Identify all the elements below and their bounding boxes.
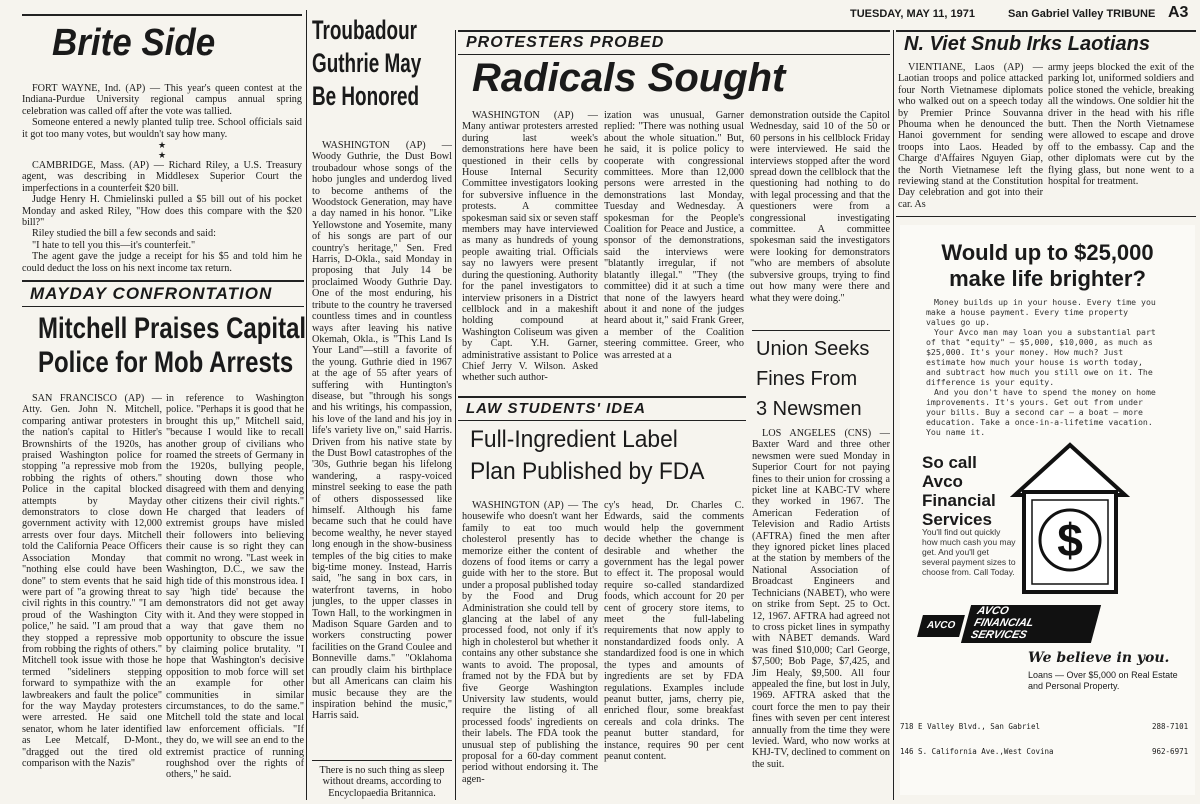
headline-line: Police for Mob Arrests: [38, 346, 294, 379]
masthead: [850, 6, 1195, 22]
fda-kicker: LAW STUDENTS' IDEA: [466, 400, 646, 417]
brite-side-headline: Brite Side: [52, 22, 216, 64]
headline-line: Guthrie May: [312, 48, 422, 78]
paragraph: There is no such thing as sleep without dreams, according to Encyclopaedia Britannica.: [319, 765, 445, 799]
ad-body: [926, 297, 1156, 437]
paragraph: Judge Henry H. Chmielinski pulled a $5 bill out of his pocket Monday and asked Riley, "How does this compare with the $20 bill?": [22, 194, 302, 229]
ad-loans: Loans — Over $5,000 on Real Estate and Personal Property.: [1028, 670, 1178, 691]
section-rule: [896, 30, 1196, 32]
address: 718 E Valley Blvd., San Gabriel: [900, 722, 1040, 731]
headline-line: Troubadour: [312, 15, 417, 45]
logo-line: FINANCIAL: [972, 617, 1036, 629]
logo-line: AVCO: [975, 605, 1011, 617]
paragraph: Money builds up in your house. Every time you make a house payment. Every time property values go up.: [926, 297, 1156, 327]
radicals-column-1: [462, 110, 598, 392]
headline-line: So call: [922, 453, 977, 472]
paragraph: The agent gave the judge a receipt for his $5 and told him he could deduct the loss on his next income tax return.: [22, 251, 302, 274]
paragraph: Your Avco man may loan you a substantial part of that "equity" — $5,000, $10,000, as much as $25,000. It's your money. How much? Just estimate how much your house is worth today, and subtract how much you still owe on it. The difference is your equity.: [926, 327, 1156, 387]
union-body: [752, 428, 890, 798]
headline-line: 3 Newsmen: [756, 398, 862, 420]
paragraph: army jeeps blocked the exit of the parking lot, uniformed soldiers and police stoned the vehicle, breaking all the windows. One soldier hit the driver in the head with his rifle butt. Then the North Vietnamese were allowed to escape and drove off to the embassy. Cap and the other diplomats were cut by the flying glass, but none went to a hospital for treatment.: [1048, 62, 1194, 188]
laos-headline: N. Viet Snub Irks Laotians: [904, 33, 1150, 55]
radicals-headline: Radicals Sought: [472, 56, 786, 100]
brite-side-body: [22, 83, 302, 274]
mayday-kicker: MAYDAY CONFRONTATION: [30, 284, 273, 303]
logo-badge: AVCO: [917, 615, 965, 637]
radicals-kicker: PROTESTERS PROBED: [466, 34, 665, 51]
avco-advertisement: [900, 225, 1195, 795]
fda-column-1: [462, 500, 598, 798]
paragraph: Riley studied the bill a few seconds and said:: [32, 228, 216, 240]
paper-name: San Gabriel Valley TRIBUNE: [1008, 8, 1156, 20]
section-rule: [896, 216, 1196, 217]
headline-line: make life brighter?: [949, 266, 1146, 291]
column-rule: [455, 30, 456, 800]
laos-column-2: [1048, 62, 1194, 212]
paragraph: And you don't have to spend the money on home improvements. It's yours. Get out from under your bills. Buy a second car — a boat — more education. Take a once-in-a-lifetime vacation. You name it.: [926, 387, 1156, 437]
radicals-column-2: [604, 110, 744, 392]
headline-line: Avco: [922, 472, 963, 491]
section-rule: [22, 306, 304, 307]
paragraph: CAMBRIDGE, Mass. (AP) — Richard Riley, a U.S. Treasury agent, was describing in Middlesex Superior Court the imperfections in a counterfeit $20 bill.: [22, 160, 302, 194]
page-number: A3: [1168, 4, 1189, 21]
star-divider: ★ ★: [157, 140, 167, 161]
paragraph: SAN FRANCISCO (AP) — Atty. Gen. John N. Mitchell, comparing antiwar protesters in the nation's capital to Hitler's Brownshirts of the 1920s, has praised Washington police for stopping "a repressive mob from robbing the rights of others." Police in the capital blocked attempts by Mayday demonstrators to close down government activity with 12,000 arrests over four days. Mitchell told the California Peace Officers Association Monday that "nothing else could have been done" to stem events that he said were part of "a growing threat to civil rights in this country." "I am proud of the Washington City police," he said. "I am proud that they stopped a repressive mob from robbing the rights of others." Mitchell took issue with those he termed "sideliners stepping forward to sympathize with the lawbreakers and fault the police" for the way Mayday protesters were arrested. He said one senator, whom he later identified as Lee Metcalf, D-Mont., "dragged out the tired old comparison with the Nazis": [22, 393, 162, 769]
section-rule: [312, 760, 452, 761]
ad-call-to-action: [922, 453, 996, 529]
svg-text:$: $: [1057, 514, 1083, 566]
issue-date: TUESDAY, MAY 11, 1971: [850, 8, 975, 20]
section-rule: [752, 330, 890, 331]
ad-fineprint: You'll find out quickly how much cash you may get. And you'll get several payment sizes to choose from. Call Today.: [922, 527, 1016, 577]
radicals-column-3: [750, 110, 890, 330]
phone: 962-6971: [1152, 747, 1189, 756]
paragraph: cy's head, Dr. Charles C. Edwards, said the comments would help the government decide whether the change is desirable and whether the government has the legal power to effect it. The proposal would require so-called standardized foods, which account for 20 per cent of grocery store items, to meet the full-labeling requirements that now apply to nonstandardized foods only. A standardized food is one in which the types and amounts of ingredients are set by FDA regulations. Examples include peanut butter, jams, cherry pie, enriched flour, some breakfast cereals and cola drinks. The peanut butter standard, for instance, requires 90 per cent peanut content.: [604, 500, 744, 762]
column-rule: [306, 10, 307, 800]
fda-headline: [470, 424, 704, 488]
paragraph: FORT WAYNE, Ind. (AP) — This year's queen contest at the Indiana-Purdue University regional campus annual spring celebration was called off after the vote was tallied.: [22, 83, 302, 117]
paragraph: LOS ANGELES (CNS) — Baxter Ward and three other newsmen were sued Monday in Superior Court for not paying fines to their union for crossing a picket line at KABC-TV where they worked in 1967. The American Federation of Television and Radio Artists (AFTRA) fined the men after they ignored picket lines placed at the station by members of the National Association of Broadcast Engineers and Technicians (NABET), who were on strike from Sept. 25 to Oct. 12, 1967. AFTRA had agreed not to cross picket lines in sympathy with NABET demands. Ward was fined $10,000; Carl George, $7,500; Bob Page, $7,425, and Jim Healy, $9,500. All four appealed the fine, but lost in July, 1969. AFTRA asked that the court force the men to pay their fines with seven per cent interest annually from the time they were levied. Ward, who now works at KHJ-TV, declined to comment on the suit.: [752, 428, 890, 770]
paragraph: demonstration outside the Capitol Wednesday, said 10 of the 50 or 60 persons in his cellblock Friday were interviewed. He said the interviews stopped after the word spread down the cellblock that the questioning had nothing to do with legal processing and that the questioners were from a congressional investigating committee. A committee spokesman said the investigators were looking for demonstrators "who are members of absolute subversive groups, trying to find out how many were there and what they were doing.": [750, 110, 890, 304]
paragraph: VIENTIANE, Laos (AP) — Laotian troops and police attacked four North Vietnamese diplomats who walked out on a speech today by Premier Prince Souvanna Phouma when he denounced the Hanoi government for sending troops into Laos. Headed by Charge d'Affaires Nguyen Giap, the North Vietnamese left the reviewing stand at the Constitution Day celebration and got into their car. As: [898, 62, 1043, 210]
mitchell-column-1: [22, 393, 162, 795]
paragraph: Someone entered a newly planted tulip tree. School officials said it got too many votes, but wouldn't say how many.: [22, 117, 302, 140]
union-headline: [756, 334, 869, 424]
mitchell-headline: [38, 312, 306, 380]
guthrie-body: [312, 140, 452, 758]
ad-headline: [900, 240, 1195, 292]
guthrie-headline: [312, 14, 421, 113]
paragraph: "I hate to tell you this—it's counterfeit.": [32, 239, 196, 251]
mitchell-column-2: [166, 393, 304, 795]
section-rule: [458, 30, 890, 32]
logo-line: SERVICES: [969, 629, 1029, 641]
headline-line: Plan Published by FDA: [470, 458, 705, 485]
paragraph: in reference to Washington police. "Perhaps it is good that he brought this up," Mitchell said, "because I would like to recall another group of civilians who roamed the streets of Germany in the 1920s, bullying people, shouting down those who disagreed with them and denying other citizens their civil rights." He charged that leaders of extremist groups have misled their followers into believing their cause is so right they can commit no wrong. "Last week in Washington, D.C., we saw the high tide of this monstrous idea. I say 'high tide' because the demonstrators did not get away with it. And they were stopped in a way that gave them no opportunity to obscure the issue by claiming police brutality. "I hope that Washington's decisive opposition to mob force will set an example for other communities in similar circumstances, to do the same." Mitchell told the state and local law enforcement officials. "If they do, we will see an end to the extremist practice of running roughshod over the rights of others," he said.: [166, 393, 304, 781]
filler-item: [312, 765, 452, 799]
address: 146 S. California Ave.,West Covina: [900, 747, 1054, 756]
laos-column-1: [898, 62, 1043, 212]
section-rule: [458, 54, 890, 55]
headline-line: Mitchell Praises Capital: [38, 312, 307, 345]
paragraph: ization was unusual, Garner replied: "There was nothing usual about the whole situation." But, he said, it is police policy to cooperate with congressional committees. More than 12,000 persons were arrested in the demonstrations last Monday, Tuesday and Wednesday. A spokesman for the People's Coalition for Peace and Justice, a sponsor of the demonstrations, said the interviews were "blatantly irregular, if not blatantly illegal." "They (the committee) did it at such a time that none of the lawyers heard about it and none of the judges heard about it," said Frank Greer, a member of the Coalition steering committee. Greer, who was arrested at a: [604, 110, 744, 361]
headline-line: Union Seeks: [756, 338, 870, 360]
headline-line: Be Honored: [312, 81, 420, 111]
headline-line: Would up to $25,000: [941, 240, 1154, 265]
section-rule: [458, 420, 746, 421]
paragraph: WASHINGTON (AP) — The housewife who doesn't want her family to eat too much cholesterol presently has to memorize either the content of dozens of food items or carry a guide with her to the store. But under a proposal published today by the Food and Drug Administration she could tell by glancing at the label of any processed food, not only if it's high in cholesterol but whether it contains any other substance she wants to avoid. The proposal, framed not by the FDA but by five George Washington University law students, would require the listing of all processed foods' ingredients on their labels. The FDA took the unusual step of publishing the proposal for a 60-day comment period without endorsing it. The agen-: [462, 500, 598, 785]
section-rule: [458, 396, 746, 398]
avco-logo: [920, 605, 1100, 643]
headline-line: Services: [922, 510, 992, 529]
column-rule: [893, 30, 894, 800]
ad-slogan: We believe in you.: [1028, 650, 1170, 666]
phone: 288-7101: [1152, 722, 1189, 731]
logo-wordmark: [961, 605, 1101, 643]
section-rule: [22, 280, 304, 282]
headline-line: Financial: [922, 491, 996, 510]
brite-side-header: [22, 14, 302, 71]
paragraph: WASHINGTON (AP) — Woody Guthrie, the Dust Bowl troubadour whose songs of the hobo jungles and underdog lived to become anthems of the Woodstock Generation, may have a day named in his honor. "Like Yellowstone and Yosemite, many of his songs are part of our country's heritage," Sen. Fred Harris, D-Okla., said Monday in proposing that July 14 be proclaimed Woody Guthrie Day. One of the most enduring, his tribute to the country he traversed countless times and in countless ways after leaving his native Okemah, Okla., is "This Land Is Your Land"—still a favorite of the young. Guthrie died in 1967 at the age of 55 after years of suffering with Huntington's disease, but "through his songs and his writings, his compassion, his love of the land and his joy in life's variety live on," said Harris. Driven from his native state by the Dust Bowl catastrophes of the '30s, Guthrie began his lifelong wandering, a raspy-voiced minstrel seeking to ease the path of others dispossessed like himself. Although his fame became such that he could have become wealthy, he never stayed long enough in the show-business temples of the big cities to make big-time money. Instead, Harris said, "he sang in box cars, in waterfront taverns, in hobo jungles, to the upper classes in Town Hall, to the workingmen in Madison Square Garden and to workers constructing power facilities on the Grand Coulee and Bonneville dams." "Oklahoma can proudly claim his birthplace but all Americans can claim his music because they are the inspiration behind the music," Harris said.: [312, 140, 452, 722]
dollar-house-icon: [1010, 440, 1130, 600]
paragraph: WASHINGTON (AP) — Many antiwar protesters arrested during last week's demonstrations here have been questioned in their cells by House Internal Security Committee investigators looking for subversive influence in the protests. A committee spokesman said six or seven staff members may have interviewed as many as hundreds of young people awaiting trial. Officials say no lawyers were present during the questioning. Authority for the panel investigators to interview prisoners in a District cellblock and in a makeshift holding compound at Washington Coliseum was given by Capt. Y.H. Garner, administrative assistant to Police Chief Jerry V. Wilson. Asked whether such author-: [462, 110, 598, 384]
fda-column-2: [604, 500, 744, 798]
headline-line: Full-Ingredient Label: [470, 426, 678, 453]
headline-line: Fines From: [756, 368, 858, 390]
brite-side-story: [22, 8, 302, 283]
